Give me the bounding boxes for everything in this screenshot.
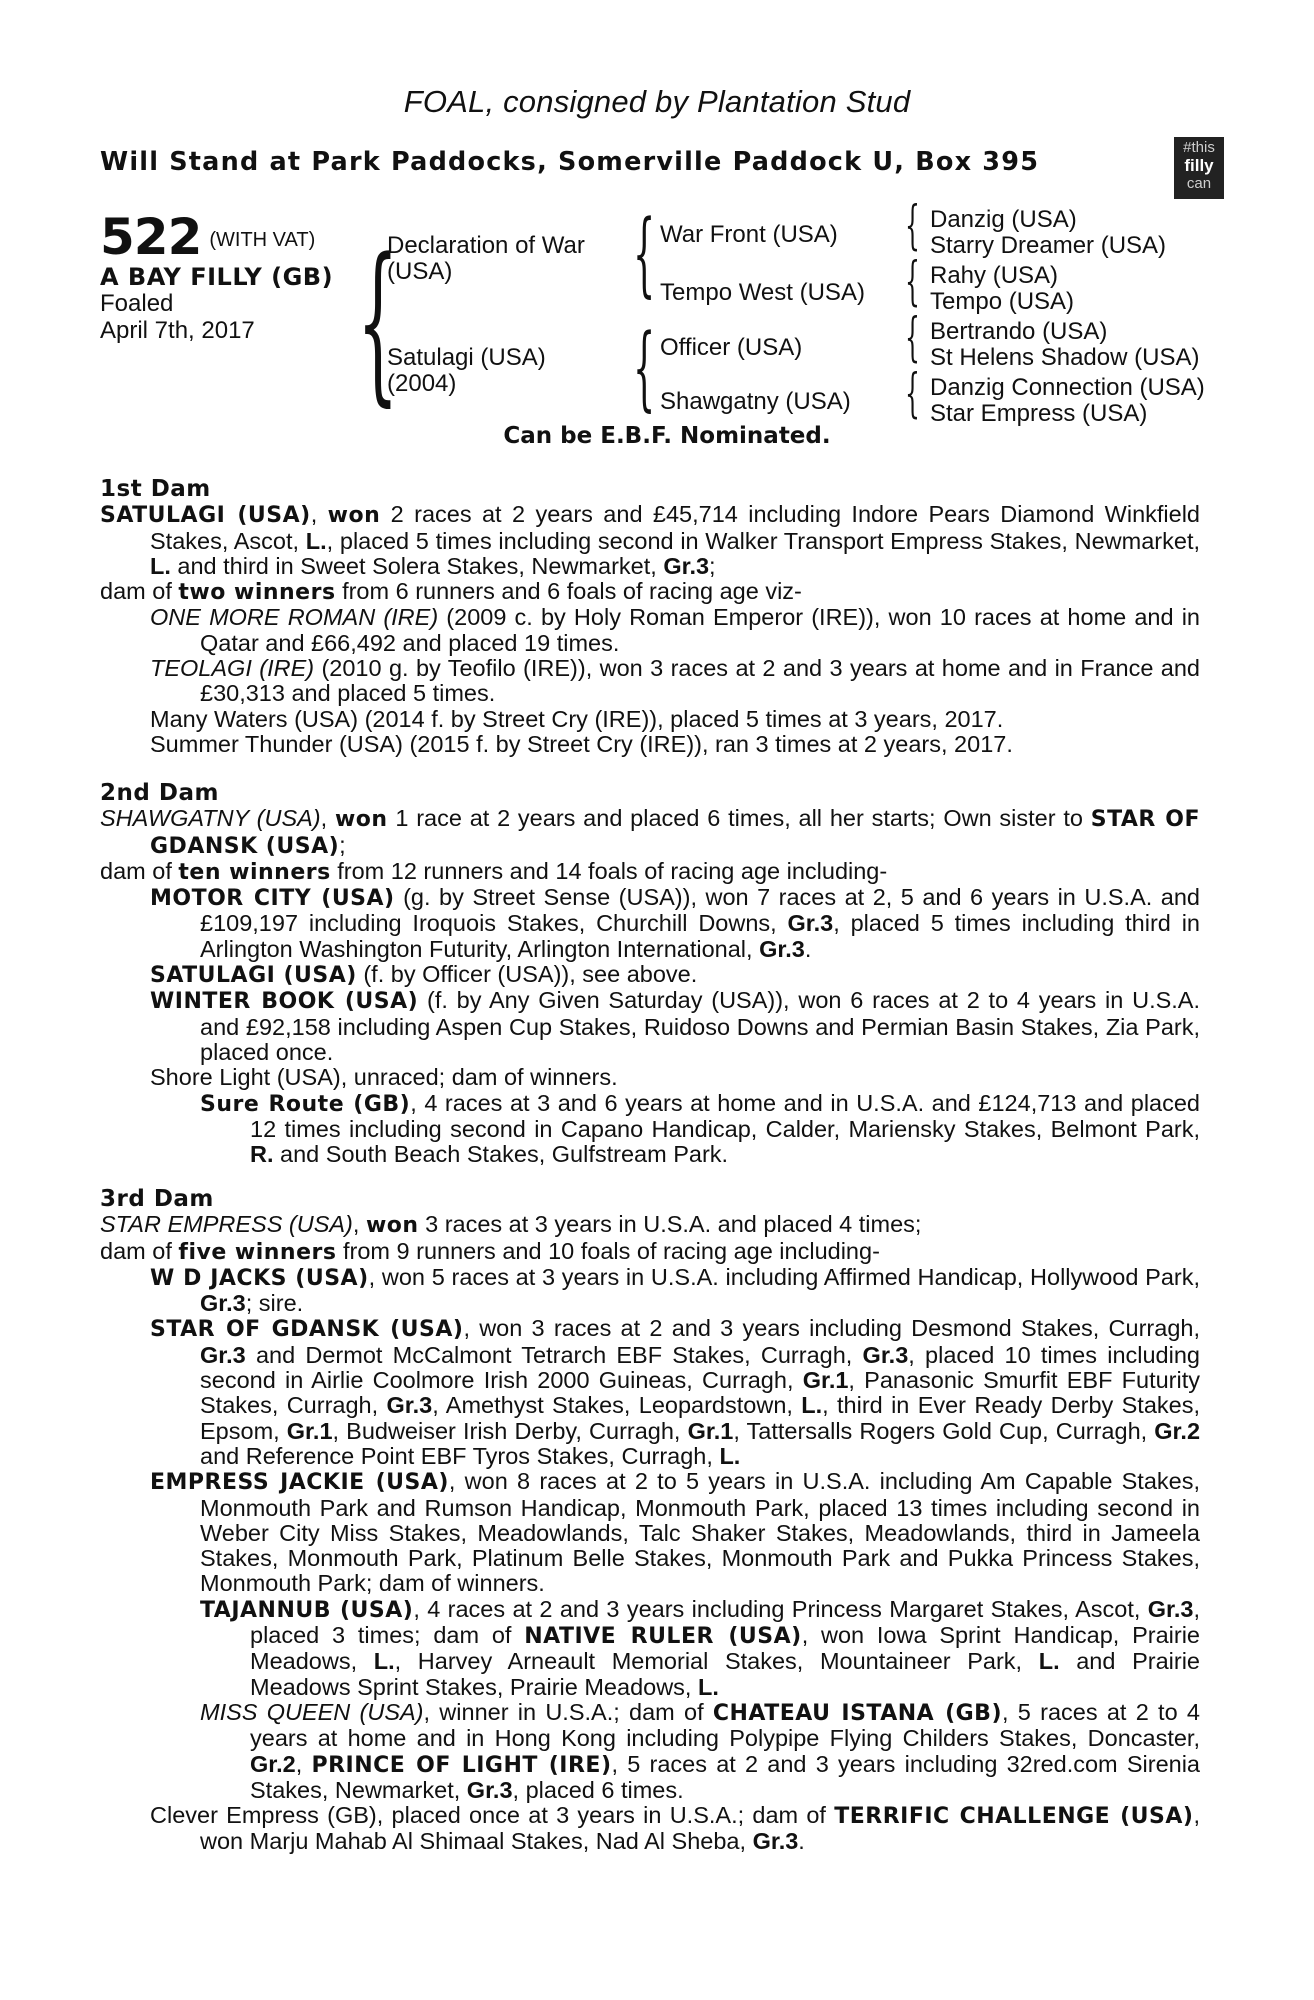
text-run: and third in Sweet Solera Stakes, Newmarket, xyxy=(170,552,664,579)
dam-name: STAR EMPRESS (USA) xyxy=(100,1211,353,1238)
progeny-name: W D JACKS (USA) xyxy=(150,1265,369,1291)
produce-summary xyxy=(100,859,1200,885)
text-run: (2010 g. by Teofilo (IRE)), won 3 races at 2 and 3 years at home and in France and £30,313 and placed 5 times. xyxy=(200,655,1200,707)
progeny-name: TAJANNUB (USA) xyxy=(200,1597,414,1623)
g3-brace-2: { xyxy=(905,252,920,312)
dam-record: STAR EMPRESS (USA), won 3 races at 3 years in U.S.A. and placed 4 times; xyxy=(100,1211,922,1239)
produce-entry: Shore Light (USA), unraced; dam of winners. xyxy=(150,1064,618,1091)
g3-danzig: Danzig (USA) xyxy=(930,206,1077,233)
pedigree-g3-group-1 xyxy=(930,207,1166,259)
listed-mark: L. xyxy=(150,552,171,579)
produce-entry xyxy=(100,1091,1200,1168)
horse-name: A BAY FILLY (GB) xyxy=(100,263,334,291)
sire-line-brace: { xyxy=(633,200,656,307)
text-run: , won 3 races at 2 and 3 years including Desmond Stakes, Curragh, xyxy=(463,1315,1200,1342)
text-run: 1 race at 2 years and placed 6 times, all her starts; Own sister to xyxy=(387,805,1091,832)
dam-name: SATULAGI (USA) xyxy=(100,503,311,529)
produce-entry xyxy=(100,605,1200,656)
text-run: dam of xyxy=(100,1237,179,1264)
produce-entry xyxy=(100,1469,1200,1596)
winners-count: two winners xyxy=(178,580,336,606)
text-run: , placed 5 times including third in Arlington Washington Futurity, Arlington International, xyxy=(200,910,1200,962)
listed-mark: L. xyxy=(801,1392,823,1419)
group-mark: Gr.3 xyxy=(663,552,710,579)
progeny-name: WINTER BOOK (USA) xyxy=(150,989,419,1015)
group-mark: Gr.3 xyxy=(200,1290,246,1317)
progeny-name: SATULAGI (USA) xyxy=(150,963,357,989)
section-heading: 2nd Dam xyxy=(100,780,219,806)
produce-summary xyxy=(100,579,1200,605)
group-mark: Gr.3 xyxy=(466,1776,513,1803)
group-mark: Gr.1 xyxy=(687,1417,734,1444)
produce-entry xyxy=(100,988,1200,1065)
foaled-label: Foaled xyxy=(100,290,174,317)
dam-line-1: Satulagi (USA) xyxy=(387,344,546,371)
listed-mark: L. xyxy=(373,1648,395,1675)
text-run: from 9 runners and 10 foals of racing age including- xyxy=(336,1237,880,1264)
pedigree-g3-group-3 xyxy=(930,319,1199,371)
listed-mark: L. xyxy=(1038,1648,1060,1675)
produce-entry xyxy=(100,1265,1200,1317)
text-run: and South Beach Stakes, Gulfstream Park. xyxy=(273,1141,729,1168)
lot-number: 522 xyxy=(100,208,202,266)
listed-mark: L. xyxy=(719,1442,741,1469)
text-run: , Budweiser Irish Derby, Curragh, xyxy=(332,1417,688,1444)
group-mark: Gr.3 xyxy=(386,1392,433,1419)
group-mark: Gr.3 xyxy=(752,1828,799,1855)
group-mark: Gr.3 xyxy=(200,1341,246,1368)
produce-summary xyxy=(100,1239,1200,1265)
text-run: 2 races at 2 years and £45,714 including Indore Pears Diamond Winkfield Stakes, Ascot, xyxy=(150,501,1201,554)
g3-star-empress: Star Empress (USA) xyxy=(930,400,1148,427)
text-run: . xyxy=(804,935,812,962)
dam-record: SATULAGI (USA), won 2 races at 2 years and £45,714 including Indore Pears Diamond Winkfield Stakes, Ascot, L., placed 5 times including second in Walker Transport Empress Stakes, Newmarket, L. and third in Sweet Solera Stakes, Newmarket, Gr.3; xyxy=(100,501,1201,579)
text-run: dam of xyxy=(100,578,179,605)
text-run: , placed 6 times. xyxy=(512,1776,684,1803)
section-heading: 1st Dam xyxy=(100,476,211,502)
first-dam-section xyxy=(100,477,1200,757)
foaled-date: April 7th, 2017 xyxy=(100,317,255,344)
group-mark: Gr.2 xyxy=(250,1750,296,1777)
pedigree-dam-dam: Shawgatny (USA) xyxy=(660,388,851,415)
logo-line-2: filly xyxy=(1184,156,1214,175)
ebf-note: Can be E.B.F. Nominated. xyxy=(503,423,831,449)
vat-note: (WITH VAT) xyxy=(209,229,316,251)
progeny-name: EMPRESS JACKIE (USA) xyxy=(150,1470,449,1496)
progeny-name: CHATEAU ISTANA (GB) xyxy=(712,1700,1003,1726)
won-label: won xyxy=(334,807,388,833)
text-run: and Dermot McCalmont Tetrarch EBF Stakes, Curragh, xyxy=(245,1341,863,1368)
group-mark: Gr.2 xyxy=(1154,1417,1201,1444)
text-run: (f. by Officer (USA)), see above. xyxy=(356,961,698,988)
produce-entry: Summer Thunder (USA) (2015 f. by Street Cry (IRE)), ran 3 times at 2 years, 2017. xyxy=(150,730,1013,757)
text-run: Clever Empress (GB), placed once at 3 years in U.S.A.; dam of xyxy=(150,1802,835,1829)
won-label: won xyxy=(365,1213,419,1239)
pedigree-dam xyxy=(387,345,546,397)
text-run: , Amethyst Stakes, Leopardstown, xyxy=(432,1392,802,1419)
pedigree-g3-group-2 xyxy=(930,263,1074,315)
text-run: from 12 runners and 14 foals of racing age including- xyxy=(330,857,888,884)
produce-entry xyxy=(100,656,1200,707)
group-mark: Gr.1 xyxy=(286,1417,333,1444)
text-run: , placed 5 times including second in Walker Transport Empress Stakes, Newmarket, xyxy=(326,527,1201,554)
winners-count: five winners xyxy=(178,1239,337,1265)
g3-rahy: Rahy (USA) xyxy=(930,262,1059,289)
produce-entry xyxy=(100,1700,1200,1803)
text-run: ; sire. xyxy=(245,1290,304,1317)
text-run: , 4 races at 2 and 3 years including Princess Margaret Stakes, Ascot, xyxy=(413,1595,1148,1622)
progeny-name: ONE MORE ROMAN (IRE) xyxy=(150,604,439,631)
text-run: , won Iowa Sprint Handicap, Prairie Meadows, xyxy=(250,1622,1201,1675)
produce-entry xyxy=(100,885,1200,962)
text-run: and Prairie Meadows Sprint Stakes, Prairie Meadows, xyxy=(250,1648,1200,1700)
text-run: , won 5 races at 3 years in U.S.A. including Affirmed Handicap, Hollywood Park, xyxy=(368,1263,1200,1290)
text-run: dam of xyxy=(100,857,179,884)
winners-count: ten winners xyxy=(178,859,331,885)
g3-brace-4: { xyxy=(905,364,920,424)
dam-line-brace: { xyxy=(633,314,656,421)
text-run: , 4 races at 3 and 6 years at home and in U.S.A. and £124,713 and placed 12 times including second in Capano Handicap, Calder, Mariensky Stakes, Belmont Park, xyxy=(250,1089,1200,1142)
text-run: , Harvey Arneault Memorial Stakes, Mountaineer Park, xyxy=(394,1648,1039,1675)
text-run: , Tattersalls Rogers Gold Cup, Curragh, xyxy=(733,1417,1155,1444)
text-run: , won Marju Mahab Al Shimaal Stakes, Nad Al Sheba, xyxy=(200,1802,1200,1855)
sire-dam-brace: { xyxy=(357,221,399,422)
logo-line-1: #this xyxy=(1183,139,1215,156)
progeny-name: PRINCE OF LIGHT (IRE) xyxy=(311,1752,612,1778)
g3-danzig-connection: Danzig Connection (USA) xyxy=(930,374,1205,401)
produce-entry xyxy=(100,1316,1200,1469)
text-run: (2009 c. by Holy Roman Emperor (IRE)), won 10 races at home and in Qatar and £66,492 and placed 19 times. xyxy=(200,604,1201,656)
second-dam-section xyxy=(100,781,1200,1167)
dam-record: SHAWGATNY (USA), won 1 race at 2 years and placed 6 times, all her starts; Own sister to STAR OF GDANSK (USA); xyxy=(100,805,1201,859)
g3-tempo: Tempo (USA) xyxy=(930,288,1075,315)
progeny-name: TERRIFIC CHALLENGE (USA) xyxy=(834,1804,1194,1830)
progeny-name: TEOLAGI (IRE) xyxy=(150,655,315,682)
progeny-name: Sure Route (GB) xyxy=(200,1091,411,1117)
listed-mark: L. xyxy=(305,527,327,554)
group-mark: Gr.3 xyxy=(759,935,805,962)
pedigree-sire-dam: Tempo West (USA) xyxy=(660,279,865,306)
won-label: won xyxy=(327,503,381,529)
progeny-name: MOTOR CITY (USA) xyxy=(150,886,395,912)
text-run: (g. by Street Sense (USA)), won 7 races at 2, 5 and 6 years in U.S.A. and £109,197 including Iroquois Stakes, Churchill Downs, xyxy=(200,884,1200,937)
text-run: ; xyxy=(339,831,346,858)
progeny-name: NATIVE RULER (USA) xyxy=(524,1624,802,1650)
group-mark: Gr.1 xyxy=(802,1367,849,1394)
text-run: and Reference Point EBF Tyros Stakes, Curragh, xyxy=(200,1442,720,1469)
text-run: (f. by Any Given Saturday (USA)), won 6 races at 2 to 4 years in U.S.A. and £92,158 including Aspen Cup Stakes, Ruidoso Downs and Permian Basin Stakes, Zia Park, placed once. xyxy=(200,987,1201,1065)
progeny-name: MISS QUEEN (USA) xyxy=(200,1698,424,1725)
produce-entry xyxy=(100,1597,1200,1700)
sire-line-2: (USA) xyxy=(387,258,453,285)
progeny-name: STAR OF GDANSK (USA) xyxy=(150,1317,464,1343)
g3-brace-3: { xyxy=(905,308,920,368)
text-run: , winner in U.S.A.; dam of xyxy=(423,1698,713,1725)
lot-heading xyxy=(100,208,315,266)
g3-bertrando: Bertrando (USA) xyxy=(930,318,1108,345)
pedigree-sire-sire: War Front (USA) xyxy=(660,221,838,248)
text-run: , xyxy=(295,1750,312,1777)
text-run: , 5 races at 2 to 4 years at home and in Hong Kong including Polypipe Flying Childers Stakes, Doncaster, xyxy=(250,1698,1200,1752)
text-run: , 5 races at 2 and 3 years including 32red.com Sirenia Stakes, Newmarket, xyxy=(250,1750,1200,1803)
listed-mark: L. xyxy=(698,1673,719,1700)
g3-starry-dreamer: Starry Dreamer (USA) xyxy=(930,232,1167,259)
g3-brace-1: { xyxy=(905,196,920,256)
pedigree-g3-group-4 xyxy=(930,375,1205,427)
group-mark: Gr.3 xyxy=(787,910,834,937)
group-mark: Gr.3 xyxy=(862,1341,909,1368)
produce-entry xyxy=(100,962,1200,988)
pedigree-sire xyxy=(387,233,585,285)
dam-line-2: (2004) xyxy=(387,370,457,397)
foaled-info xyxy=(100,290,255,344)
produce-entry: Many Waters (USA) (2014 f. by Street Cry (IRE)), placed 5 times at 3 years, 2017. xyxy=(150,705,1004,732)
g3-st-helens-shadow: St Helens Shadow (USA) xyxy=(930,344,1200,371)
page-title: FOAL, consigned by Plantation Stud xyxy=(403,84,911,119)
stand-location: Will Stand at Park Paddocks, Somerville Paddock U, Box 395 xyxy=(100,147,1040,177)
text-run: from 6 runners and 6 foals of racing age viz- xyxy=(335,578,802,605)
sister-name: STAR OF GDANSK (USA) xyxy=(150,807,1201,859)
text-run: , placed 3 times; dam of xyxy=(250,1595,1200,1649)
group-mark: Gr.3 xyxy=(1147,1595,1194,1622)
produce-entry xyxy=(100,1803,1200,1855)
text-run: , Panasonic Smurfit EBF Futurity Stakes, Curragh, xyxy=(200,1367,1200,1419)
text-run: . xyxy=(798,1828,805,1855)
logo-line-3: can xyxy=(1186,175,1212,192)
pedigree-dam-sire: Officer (USA) xyxy=(660,334,803,361)
third-dam-section xyxy=(100,1187,1200,1855)
dam-name: SHAWGATNY (USA) xyxy=(100,805,321,832)
text-run: 3 races at 3 years in U.S.A. and placed 4 times; xyxy=(418,1211,922,1238)
sire-line-1: Declaration of War xyxy=(387,232,585,259)
restricted-mark: R. xyxy=(250,1141,274,1168)
section-heading: 3rd Dam xyxy=(100,1186,214,1212)
text-run: ; xyxy=(709,552,716,579)
text-run: , won 8 races at 2 to 5 years in U.S.A. including Am Capable Stakes, Monmouth Park and Rumson Handicap, Monmouth Park, placed 13 times including second in Weber City Miss Stakes, Meadowlands, Talc Shaker Stakes, Meadowlands, third in Jameela Stakes, Monmouth Park, Platinum Belle Stakes, Monmouth Park and Pukka Princess Stakes, Monmouth Park; dam of winners. xyxy=(200,1468,1200,1597)
text-run: , third in Ever Ready Derby Stakes, Epsom, xyxy=(200,1392,1200,1444)
text-run: , placed 10 times including second in Airlie Coolmore Irish 2000 Guineas, Curragh, xyxy=(200,1341,1200,1394)
this-filly-can-logo xyxy=(1174,137,1224,199)
